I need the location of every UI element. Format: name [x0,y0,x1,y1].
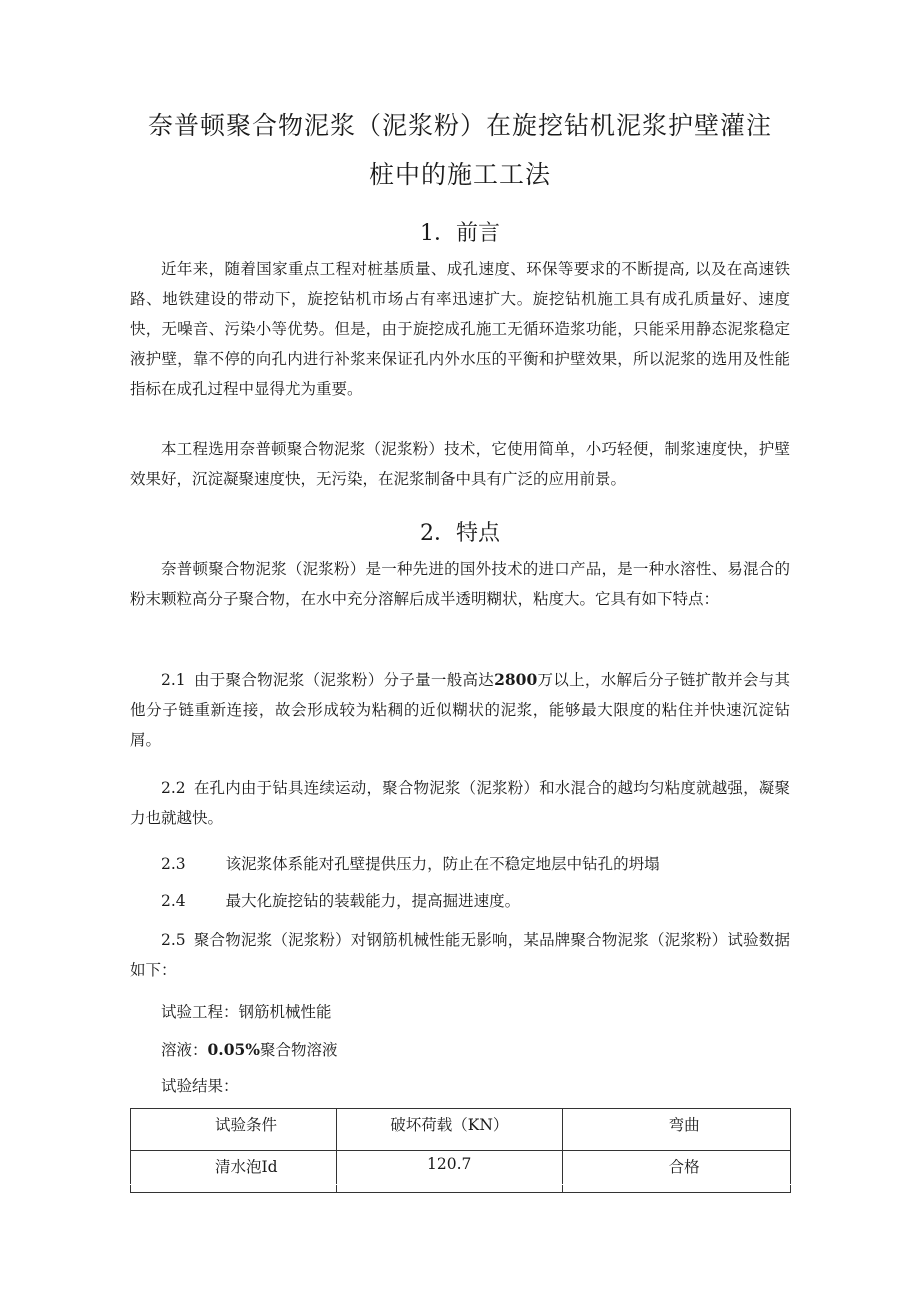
test-results-table [130,1108,791,1193]
document-title-line-1: 奈普顿聚合物泥浆（泥浆粉）在旋挖钻机泥浆护壁灌注 [147,111,772,140]
table-cutoff-mask [130,1184,791,1185]
test-project-line: 试验工程：钢筋机械性能 [161,1003,332,1021]
table-cell: 合格 [562,1151,790,1193]
solution-concentration: 0.05% [207,1040,260,1059]
section-2-heading: 2．特点 [420,521,500,546]
item-number: 2.5 [161,931,186,949]
feature-item-2-1: 2.1 由于聚合物泥浆（泥浆粉）分子量一般高达2800万以上，水解后分子链扩散并会与其他分子链重新连接，故会形成较为粘稠的近似糊状的泥浆，能够最大限度的粘住并快速沉淀钻屑。 [130,665,790,755]
feature-item-2-3: 2.3 该泥浆体系能对孔壁提供压力，防止在不稳定地层中钻孔的坍塌 [130,849,790,879]
section-1-paragraph-1: 近年来，随着国家重点工程对桩基质量、成孔速度、环保等要求的不断提高, 以及在高速铁路、地铁建设的带动下，旋挖钻机市场占有率迅速扩大。旋挖钻机施工具有成孔质量好、速度快，无噪音、污染小等优势。但是，由于旋挖成孔施工无循环造浆功能，只能采用静态泥浆稳定液护壁，靠不停的向孔内进行补浆来保证孔内外水压的平衡和护壁效果，所以泥浆的选用及性能指标在成孔过程中显得尤为重要。 [130,260,790,398]
item-number: 2.1 [161,671,186,689]
document-title-line-2: 桩中的施工工法 [368,160,551,189]
table-header-cell: 破坏荷载（KN） [337,1109,563,1151]
table-cell: 清水泡Id [131,1151,337,1193]
item-number: 2.4 [161,892,186,910]
section-1-heading: 1．前言 [420,221,500,246]
section-1-paragraph-2: 本工程选用奈普顿聚合物泥浆（泥浆粉）技术，它使用简单，小巧轻便，制浆速度快，护壁效果好，沉淀凝聚速度快，无污染，在泥浆制备中具有广泛的应用前景。 [130,440,790,488]
feature-item-2-5: 2.5 聚合物泥浆（泥浆粉）对钢筋机械性能无影响，某品牌聚合物泥浆（泥浆粉）试验数据如下： [130,925,790,985]
table-row [131,1151,791,1193]
feature-item-2-4: 2.4 最大化旋挖钻的装载能力，提高掘进速度。 [130,886,790,916]
table-cell: 120.7 [337,1151,563,1193]
molecular-weight-value: 2800 [494,670,538,689]
item-number: 2.2 [161,779,186,797]
section-2-intro: 奈普顿聚合物泥浆（泥浆粉）是一种先进的国外技术的进口产品，是一种水溶性、易混合的粉末颗粒高分子聚合物，在水中充分溶解后成半透明糊状，粘度大。它具有如下特点： [130,560,790,608]
table-header-cell: 弯曲 [562,1109,790,1151]
item-number: 2.3 [161,855,186,873]
feature-item-2-2: 2.2 在孔内由于钻具连续运动，聚合物泥浆（泥浆粉）和水混合的越均匀粘度就越强，凝聚力也就越快。 [130,773,790,833]
table-header-row [131,1109,791,1151]
test-results-label: 试验结果： [161,1077,239,1095]
table-header-cell: 试验条件 [131,1109,337,1151]
test-solution-line: 溶液：0.05%聚合物溶液 [161,1040,338,1059]
